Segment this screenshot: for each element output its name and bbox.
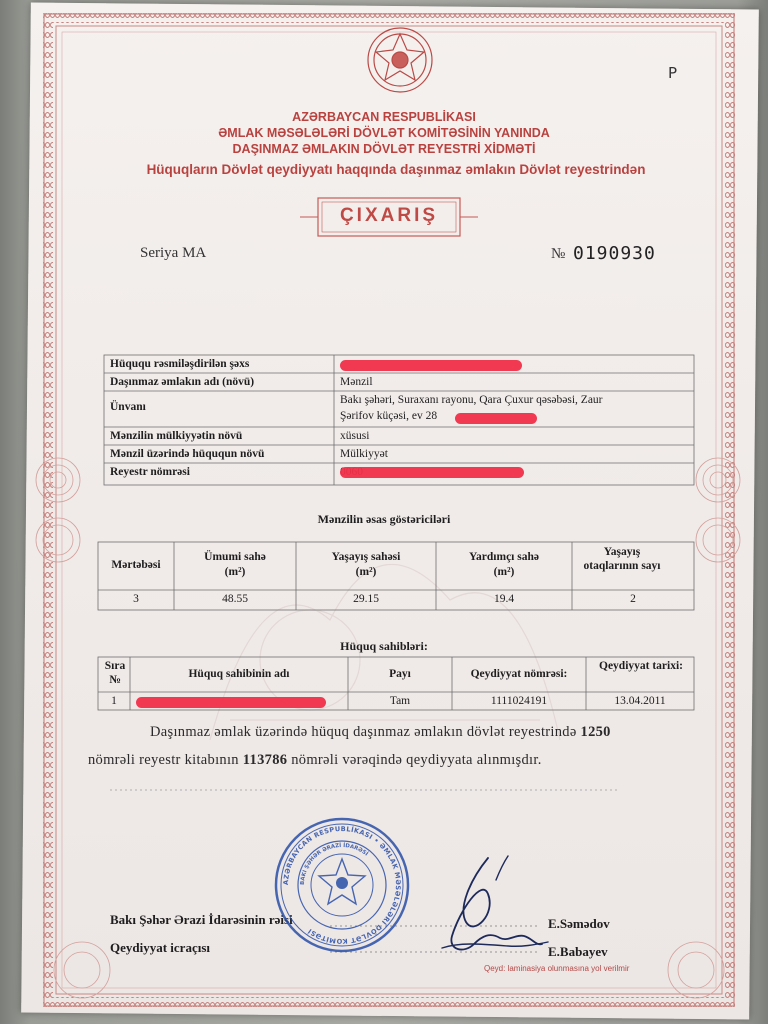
indicators-value-living-area: 29.15 (353, 593, 379, 605)
info-value-address: Bakı şəhəri, Suraxanı rayonu, Qara Çuxur qəsəbəsi, Zaur (340, 394, 603, 406)
owners-header-name: Hüquq sahibinin adı (188, 668, 290, 680)
indicators-header-rooms: Yaşayış otaqlarının sayı (583, 546, 661, 572)
statement-line-2 (88, 752, 542, 769)
info-label-address: Ünvanı (110, 401, 146, 413)
owners-row-index: 1 (111, 695, 117, 707)
owners-header-reg-number: Qeydiyyat nömrəsi: (470, 668, 568, 680)
page-mark: P (668, 64, 678, 82)
official-stamp (272, 815, 412, 955)
stamp-inner-text: BAKI ŞƏHƏR ƏRAZİ İDARƏSİ (299, 842, 369, 886)
handwritten-signature (430, 850, 560, 960)
header-line-3: DAŞINMAZ ƏMLAKIN DÖVLƏT REYESTRİ XİDMƏTİ (232, 142, 536, 156)
owners-row-reg-date: 13.04.2011 (614, 695, 666, 707)
info-value-ownership-type: xüsusi (340, 430, 370, 442)
statement-text-2: nömrəli reyestr kitabının (88, 752, 239, 768)
footnote: Qeyd: laminasiya olunmasına yol verilmir (484, 964, 630, 973)
indicators-header-floor: Mərtəbəsi (111, 559, 161, 571)
indicators-value-auxiliary-area: 19.4 (493, 593, 515, 605)
owners-title: Hüquq sahibləri: (340, 639, 428, 653)
owners-header-share: Payı (389, 668, 411, 680)
redaction-mark (136, 697, 326, 708)
certificate-number: 0190930 (573, 243, 656, 264)
signature-role-head: Bakı Şəhər Ərazi İdarəsinin rəisi (110, 912, 293, 927)
indicators-value-total-area: 48.55 (222, 593, 248, 605)
owners-header-index: Sıra № (104, 660, 126, 686)
indicators-value-rooms: 2 (630, 593, 636, 605)
owners-header-reg-date: Qeydiyyat tarixi: (599, 660, 683, 672)
header-line-1: AZƏRBAYCAN RESPUBLİKASI (292, 110, 476, 124)
redaction-mark (455, 413, 537, 424)
stamp-ring-text: AZƏRBAYCAN RESPUBLİKASI • ƏMLAK MƏSƏLƏLƏRİ DÖVLƏT KOMİTƏSİ (281, 824, 403, 946)
owners-row-share: Tam (389, 695, 411, 707)
signature-name-registrar: E.Babayev (548, 944, 608, 959)
indicators-unit: (m²) (224, 566, 246, 578)
header-subtitle: Hüquqların Dövlət qeydiyyatı haqqında daşınmaz əmlakın Dövlət reyestrindən (146, 162, 646, 177)
indicators-unit: (m²) (493, 566, 515, 578)
indicators-header-auxiliary-area: Yardımçı sahə (469, 551, 539, 563)
info-label-right-type: Mənzil üzərində hüququn növü (110, 448, 265, 460)
statement-page-number: 113786 (242, 752, 288, 768)
statement-book-number: 1250 (580, 724, 611, 740)
info-label-ownership-type: Mənzilin mülkiyyətin növü (110, 430, 243, 442)
indicators-unit: (m²) (355, 566, 377, 578)
signature-role-registrar: Qeydiyyat icraçısı (110, 940, 211, 955)
statement-text-1: Daşınmaz əmlak üzərində hüquq daşınmaz əmlakın dövlət reyestrində (150, 724, 577, 740)
header-line-2: ƏMLAK MƏSƏLƏLƏRİ DÖVLƏT KOMİTƏSİNİN YANINDA (218, 126, 550, 140)
redaction-mark (340, 360, 522, 371)
indicators-header-living-area: Yaşayış sahəsi (331, 551, 401, 563)
owners-row-reg-number: 1111024191 (490, 695, 548, 707)
info-value-property: Mənzil (340, 376, 373, 388)
info-value-address-line-2: Şərifov küçəsi, ev 28 (340, 410, 438, 422)
info-label-registry-number: Reyestr nömrəsi (110, 466, 190, 478)
series-label: Seriya MA (140, 245, 207, 261)
svg-text:BAKI ŞƏHƏR ƏRAZİ İDARƏSİ (300, 842, 370, 885)
statement-text-3: nömrəli vərəqində qeydiyyata alınmışdır. (291, 752, 542, 768)
statement-line-1 (150, 724, 611, 741)
indicators-title: Mənzilin əsas göstəriciləri (317, 512, 451, 526)
document-title: ÇIXARIŞ (339, 205, 439, 226)
indicators-header-total-area: Ümumi sahə (204, 551, 266, 563)
indicators-value-floor: 3 (133, 593, 139, 605)
signature-name-head: E.Səmədov (548, 916, 610, 931)
number-sign: № (551, 246, 566, 262)
info-label-holder: Hüququ rəsmiləşdirilən şəxs (110, 358, 250, 370)
info-value-right-type: Mülkiyyət (340, 448, 388, 460)
info-label-property: Daşınmaz əmlakın adı (növü) (110, 376, 255, 388)
redaction-mark (340, 467, 524, 478)
